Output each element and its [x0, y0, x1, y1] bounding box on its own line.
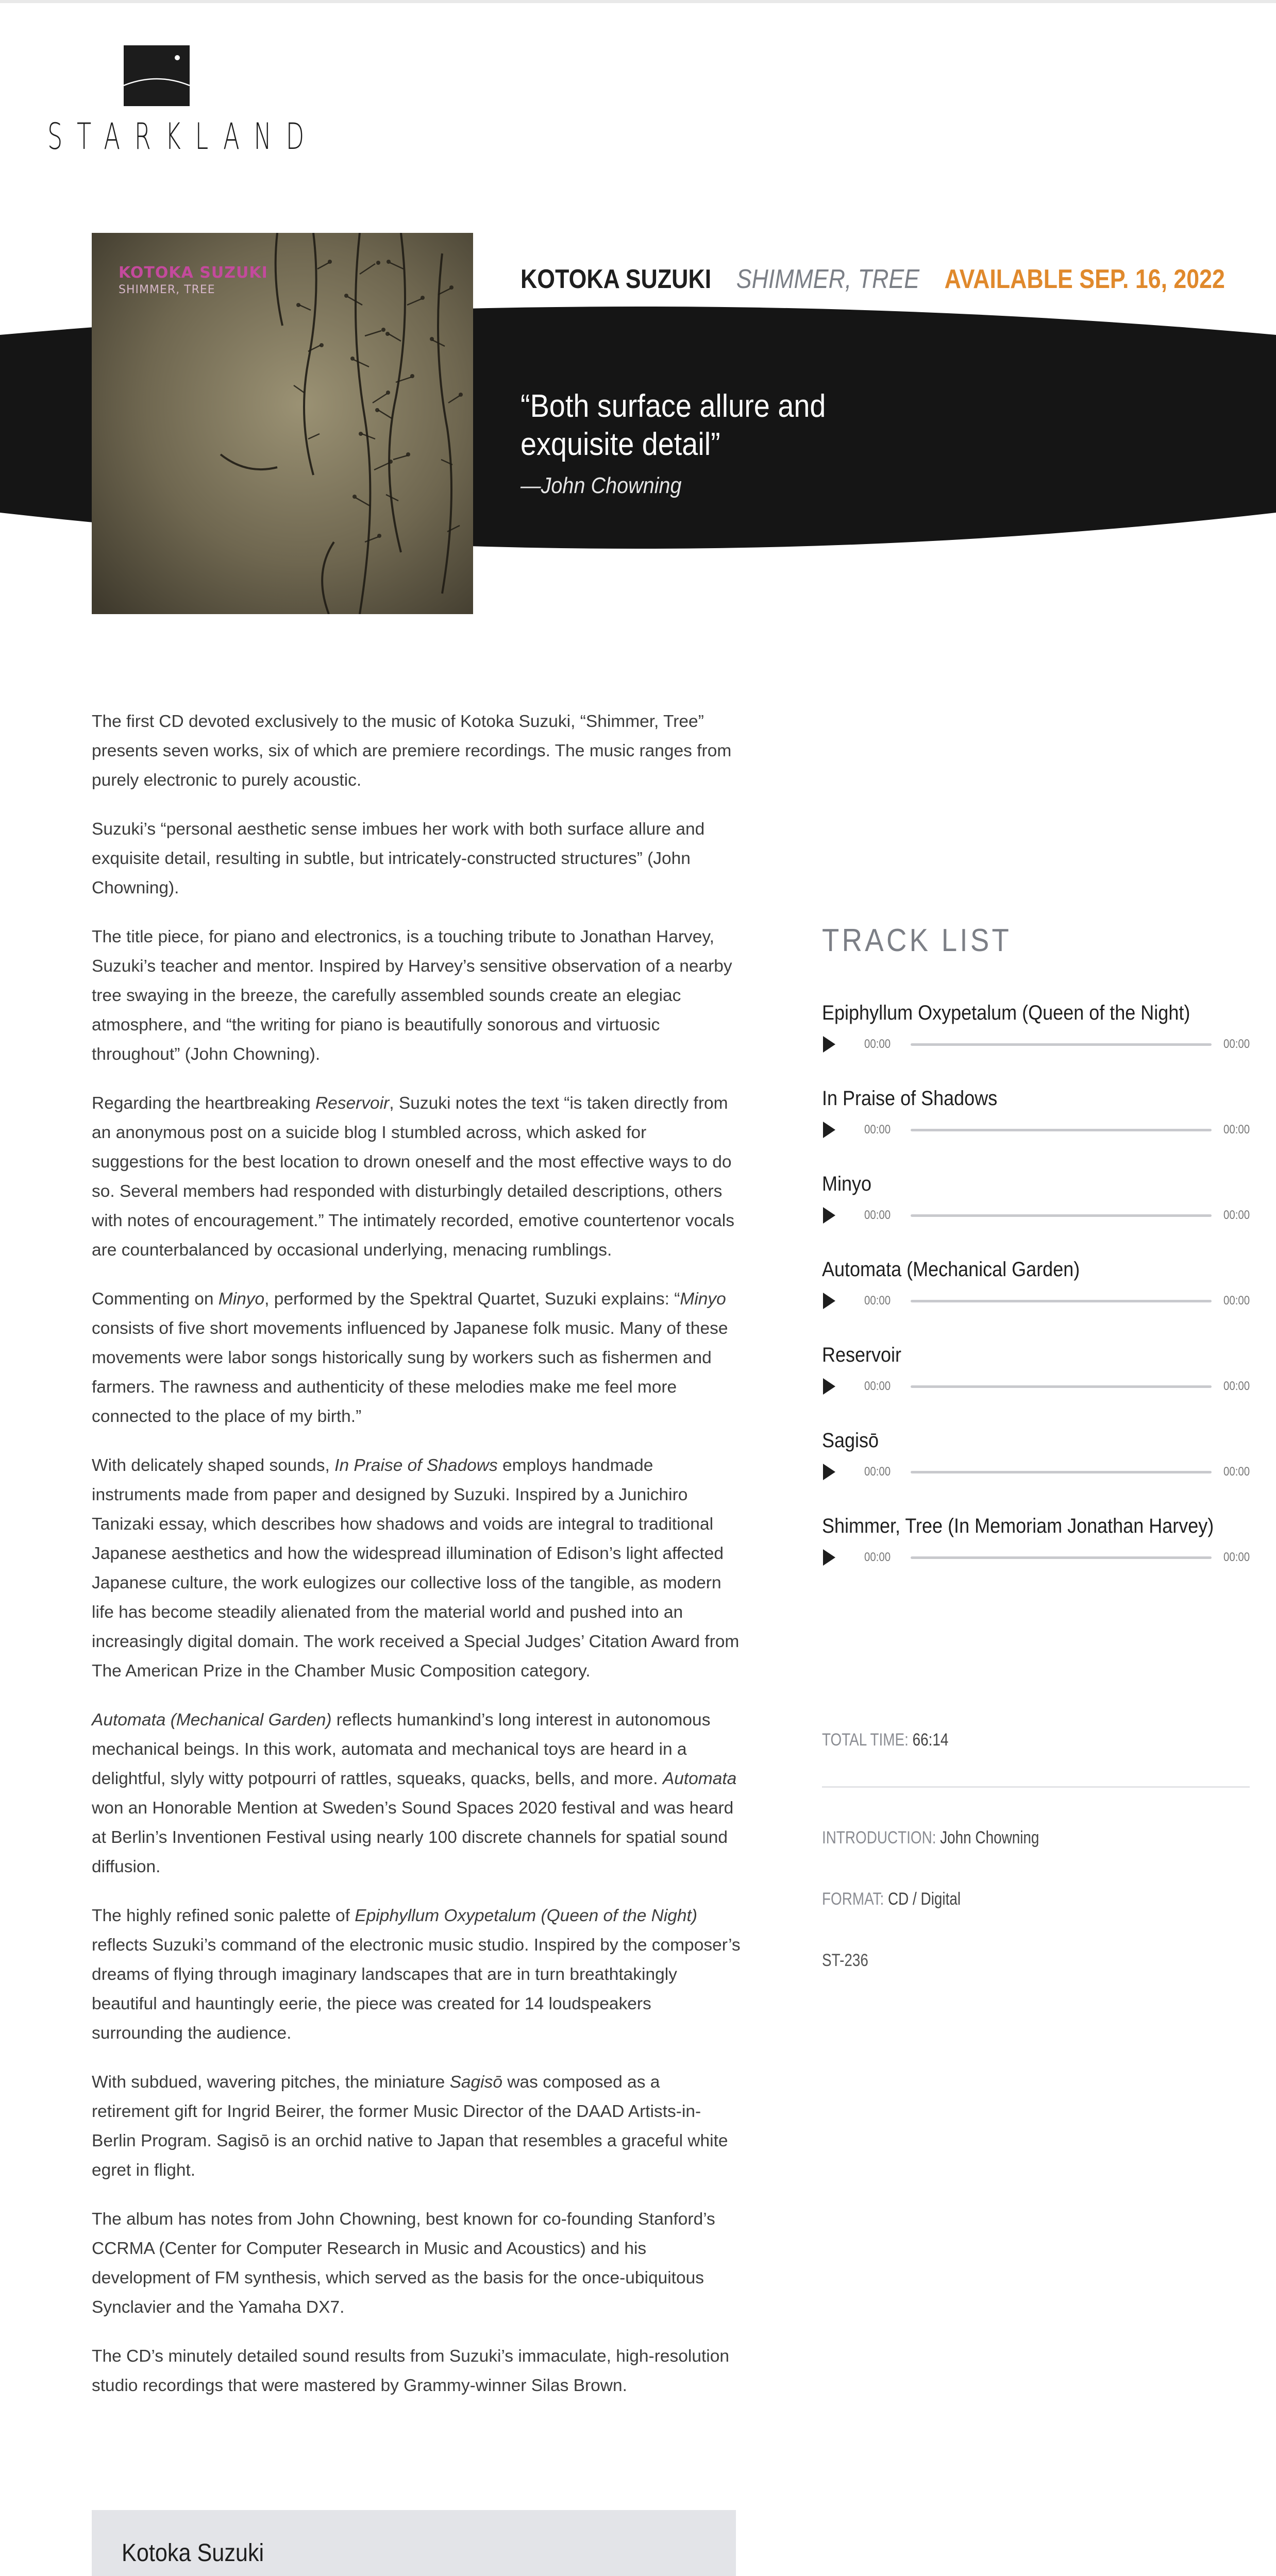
total-time-label: TOTAL TIME:: [822, 1730, 909, 1750]
artist-bio: [92, 2510, 736, 2576]
starkland-logo[interactable]: [47, 45, 318, 159]
description-paragraph: Regarding the heartbreaking Reservoir, Suzuki notes the text “is taken directly from an anonymous post on a suicide blog I stumbled across, which asked for suggestions for the best location to drown oneself and the most effective ways to do so. Several members had responded with disturbingly detailed descriptions, others with notes of encouragement.” The intimately recorded, emotive countertenor vocals are counterbalanced by occasional underlying, menacing rumblings.: [92, 1094, 734, 1260]
audio-player: [822, 1205, 1250, 1226]
duration: 00:00: [1223, 1550, 1250, 1564]
description-paragraph: Commenting on Minyo, performed by the Spektral Quartet, Suzuki explains: “Minyo consists of five short movements influenced by Japanese folk music. Many of these movements were labor songs historically sung by workers such as fishermen and farmers. The rawness and authenticity of these melodies make me feel more connected to the place of my birth.”: [92, 1290, 728, 1426]
play-icon[interactable]: [823, 1207, 835, 1224]
format-label: FORMAT:: [822, 1889, 884, 1909]
progress-bar[interactable]: [911, 1471, 1212, 1473]
progress-bar[interactable]: [911, 1385, 1212, 1388]
album-cover: [92, 233, 473, 614]
current-time: 00:00: [864, 1465, 891, 1479]
track-title: Epiphyllum Oxypetalum (Queen of the Night): [822, 1002, 1190, 1024]
top-border: [0, 0, 1276, 3]
total-time-value: 66:14: [912, 1730, 949, 1750]
progress-bar[interactable]: [911, 1300, 1212, 1302]
duration: 00:00: [1223, 1037, 1250, 1051]
progress-bar[interactable]: [911, 1043, 1212, 1046]
duration: 00:00: [1223, 1208, 1250, 1222]
track-list-heading: TRACK LIST: [822, 923, 1012, 958]
track-item: [822, 1256, 1250, 1311]
divider: [822, 1786, 1250, 1788]
current-time: 00:00: [864, 1550, 891, 1564]
release-info: [822, 1730, 1250, 1971]
audio-player: [822, 1034, 1250, 1055]
artist-name: KOTOKA SUZUKI: [521, 264, 712, 294]
track-item: [822, 1341, 1250, 1397]
current-time: 00:00: [864, 1294, 891, 1308]
play-icon[interactable]: [823, 1549, 835, 1566]
track-item: [822, 1170, 1250, 1226]
release-meta: [521, 264, 1244, 295]
description-paragraph: The CD’s minutely detailed sound results from Suzuki’s immaculate, high-resolution studio recordings that were mastered by Grammy-winner Silas Brown.: [92, 2347, 729, 2395]
introduction-credit: [822, 1828, 1173, 1848]
track-list: [822, 922, 1250, 1598]
play-icon[interactable]: [823, 1122, 835, 1138]
format: [822, 1889, 1173, 1909]
total-time: [822, 1730, 1173, 1750]
description-paragraph: The first CD devoted exclusively to the music of Kotoka Suzuki, “Shimmer, Tree” presents seven works, six of which are premiere recordings. The music ranges from purely electronic to purely acoustic.: [92, 712, 732, 790]
duration: 00:00: [1223, 1465, 1250, 1479]
track-title: Automata (Mechanical Garden): [822, 1258, 1080, 1281]
introduction-label: INTRODUCTION:: [822, 1828, 936, 1848]
album-description: [92, 707, 742, 2420]
logo-mark-icon: [124, 45, 190, 106]
duration: 00:00: [1223, 1123, 1250, 1137]
current-time: 00:00: [864, 1379, 891, 1393]
introduction-value: John Chowning: [940, 1828, 1039, 1848]
description-paragraph: Suzuki’s “personal aesthetic sense imbues her work with both surface allure and exquisite detail, resulting in subtle, but intricately-constructed structures” (John Chowning).: [92, 820, 705, 897]
track-item: [822, 1427, 1250, 1482]
track-title: Sagisō: [822, 1429, 879, 1452]
play-icon[interactable]: [823, 1464, 835, 1480]
duration: 00:00: [1223, 1379, 1250, 1393]
current-time: 00:00: [864, 1037, 891, 1051]
logo-wordmark: STARKLAND: [47, 115, 318, 158]
progress-bar[interactable]: [911, 1214, 1212, 1217]
track-item: [822, 1512, 1250, 1568]
cover-subtitle: SHIMMER, TREE: [119, 283, 215, 296]
availability-date: AVAILABLE SEP. 16, 2022: [944, 264, 1225, 294]
audio-player: [822, 1120, 1250, 1140]
progress-bar[interactable]: [911, 1129, 1212, 1131]
hero-quote-author: —John Chowning: [521, 473, 682, 498]
track-title: Shimmer, Tree (In Memoriam Jonathan Harvey): [822, 1515, 1214, 1537]
track-item: [822, 999, 1250, 1055]
description-paragraph: The title piece, for piano and electronics, is a touching tribute to Jonathan Harvey, Suzuki’s teacher and mentor. Inspired by Harvey’s sensitive observation of a nearby tree swaying in the breeze, the carefully assembled sounds create an elegiac atmosphere, and “the writing for piano is beautifully sonorous and virtuosic throughout” (John Chowning).: [92, 927, 732, 1064]
play-icon[interactable]: [823, 1378, 835, 1395]
description-paragraph: The album has notes from John Chowning, best known for co-founding Stanford’s CCRMA (Center for Computer Research in Music and Acoustics) and his development of FM synthesis, which served as the basis for the once-ubiquitous Synclavier and the Yamaha DX7.: [92, 2210, 715, 2317]
description-paragraph: With delicately shaped sounds, In Praise of Shadows employs handmade instruments made from paper and designed by Suzuki. Inspired by a Junichiro Tanizaki essay, which describes how shadows and voids are integral to traditional Japanese aesthetics and how the widespread illumination of Edison’s light affected Japanese culture, the work eulogizes our collective loss of the tangible, as modern life has become steadily alienated from the material world and pushed into an increasingly digital domain. The work received a Special Judges’ Citation Award from The American Prize in the Chamber Music Composition category.: [92, 1456, 740, 1681]
catalog-number: ST-236: [822, 1951, 868, 1970]
current-time: 00:00: [864, 1208, 891, 1222]
track-title: Reservoir: [822, 1344, 902, 1366]
play-icon[interactable]: [823, 1293, 835, 1309]
progress-bar[interactable]: [911, 1556, 1212, 1559]
audio-player: [822, 1376, 1250, 1397]
format-value: CD / Digital: [888, 1889, 961, 1909]
audio-player: [822, 1291, 1250, 1311]
description-paragraph: With subdued, wavering pitches, the miniature Sagisō was composed as a retirement gift for Ingrid Beirer, the former Music Director of the DAAD Artists-in-Berlin Program. Sagisō is an orchid native to Japan that resembles a graceful white egret in flight.: [92, 2073, 728, 2180]
hero-quote: “Both surface allure and exquisite detail”: [521, 388, 826, 462]
description-paragraph: The highly refined sonic palette of Epiphyllum Oxypetalum (Queen of the Night) reflects Suzuki’s command of the electronic music studio. Inspired by the composer’s dreams of flying through imaginary landscapes that are in turn breathtakingly beautiful and hauntingly eerie, the piece was created for 14 loudspeakers surrounding the audience.: [92, 1906, 741, 2043]
album-title: SHIMMER, TREE: [736, 264, 920, 294]
current-time: 00:00: [864, 1123, 891, 1137]
cover-title: KOTOKA SUZUKI: [119, 264, 268, 282]
play-icon[interactable]: [823, 1036, 835, 1053]
track-item: [822, 1084, 1250, 1140]
duration: 00:00: [1223, 1294, 1250, 1308]
track-title: Minyo: [822, 1173, 872, 1195]
track-title: In Praise of Shadows: [822, 1087, 998, 1110]
bio-heading: Kotoka Suzuki: [122, 2539, 264, 2567]
description-paragraph: Automata (Mechanical Garden) reflects humankind’s long interest in autonomous mechanical beings. In this work, automata and mechanical toys are heard in a delightful, slyly witty potpourri of rattles, squeaks, quacks, bells, and more. Automata won an Honorable Mention at Sweden’s Sound Spaces 2020 festival and was heard at Berlin’s Inventionen Festival using nearly 100 discrete channels for spatial sound diffusion.: [92, 1710, 737, 1876]
audio-player: [822, 1462, 1250, 1482]
audio-player: [822, 1547, 1250, 1568]
